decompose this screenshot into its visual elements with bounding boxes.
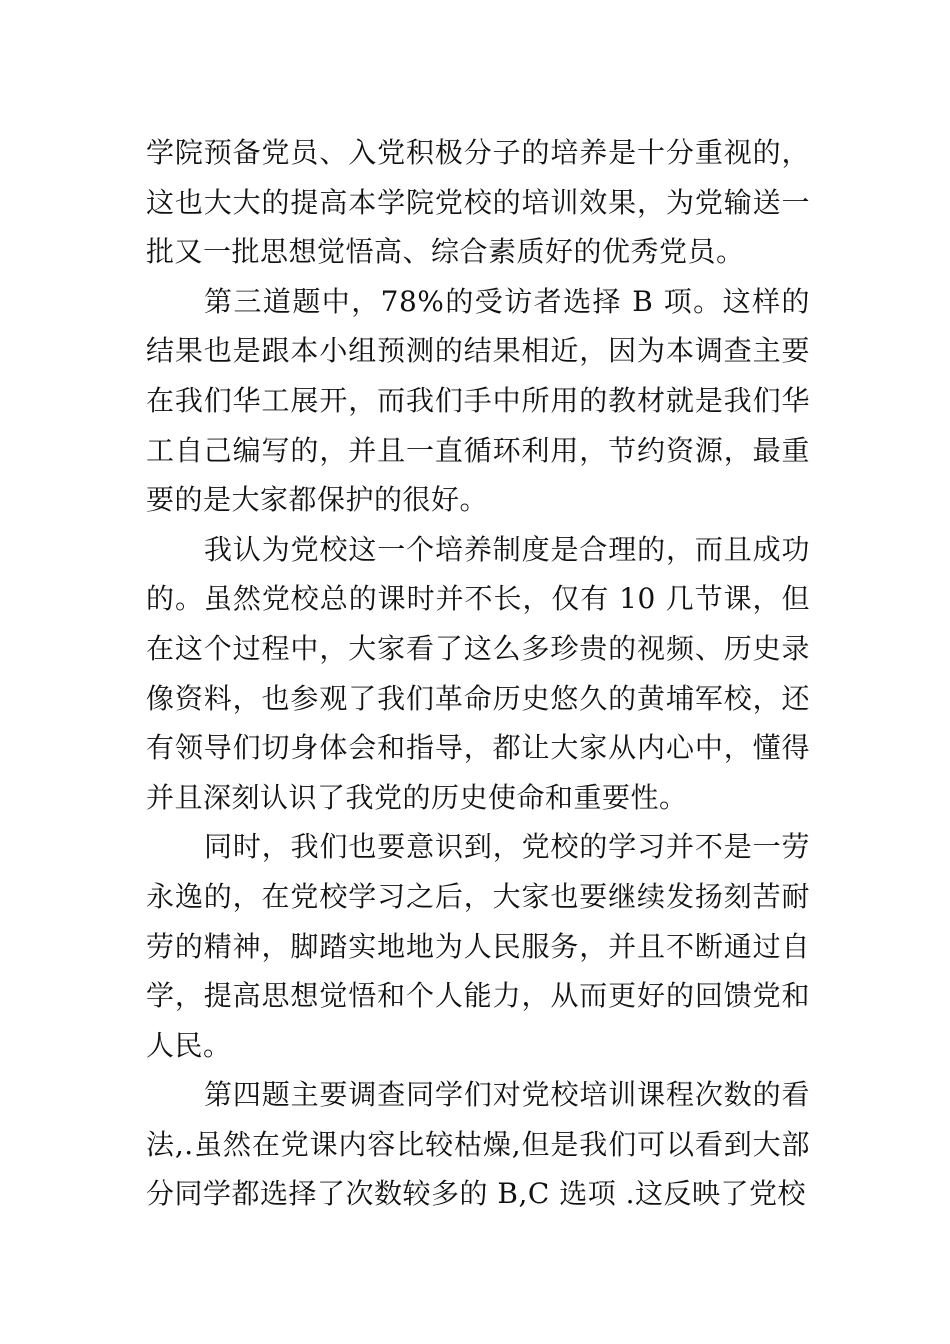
document-body: [146, 128, 810, 1219]
paragraph-training-system: 我认为党校这一个培养制度是合理的，而且成功的。虽然党校总的课时并不长，仅有 10 几节课，但在这个过程中，大家看了这么多珍贵的视频、历史录像资料，也参观了我们革命历史悠久的黄埔军校，还有领导们切身体会和指导，都让大家从内心中，懂得并且深刻认识了我党的历史使命和重要性。: [146, 532, 810, 814]
paragraph-question-three: 第三道题中，78%的受访者选择 B 项。这样的结果也是跟本小组预测的结果相近，因为本调查主要在我们华工展开，而我们手中所用的教材就是我们华工自己编写的，并且一直循环利用，节约资源，最重要的是大家都保护的很好。: [146, 284, 810, 517]
paragraph-continued-learning: 同时，我们也要意识到，党校的学习并不是一劳永逸的，在党校学习之后，大家也要继续发扬刻苦耐劳的精神，脚踏实地地为人民服务，并且不断通过自学，提高思想觉悟和个人能力，从而更好的回馈党和人民。: [146, 830, 810, 1062]
paragraph-question-four: 第四题主要调查同学们对党校培训课程次数的看法,.虽然在党课内容比较枯燥,但是我们可以看到大部分同学都选择了次数较多的 B,C 选项 .这反映了党校: [146, 1078, 810, 1211]
paragraph-continuation: 学院预备党员、入党积极分子的培养是十分重视的，这也大大的提高本学院党校的培训效果，为党输送一批又一批思想觉悟高、综合素质好的优秀党员。: [146, 136, 810, 269]
